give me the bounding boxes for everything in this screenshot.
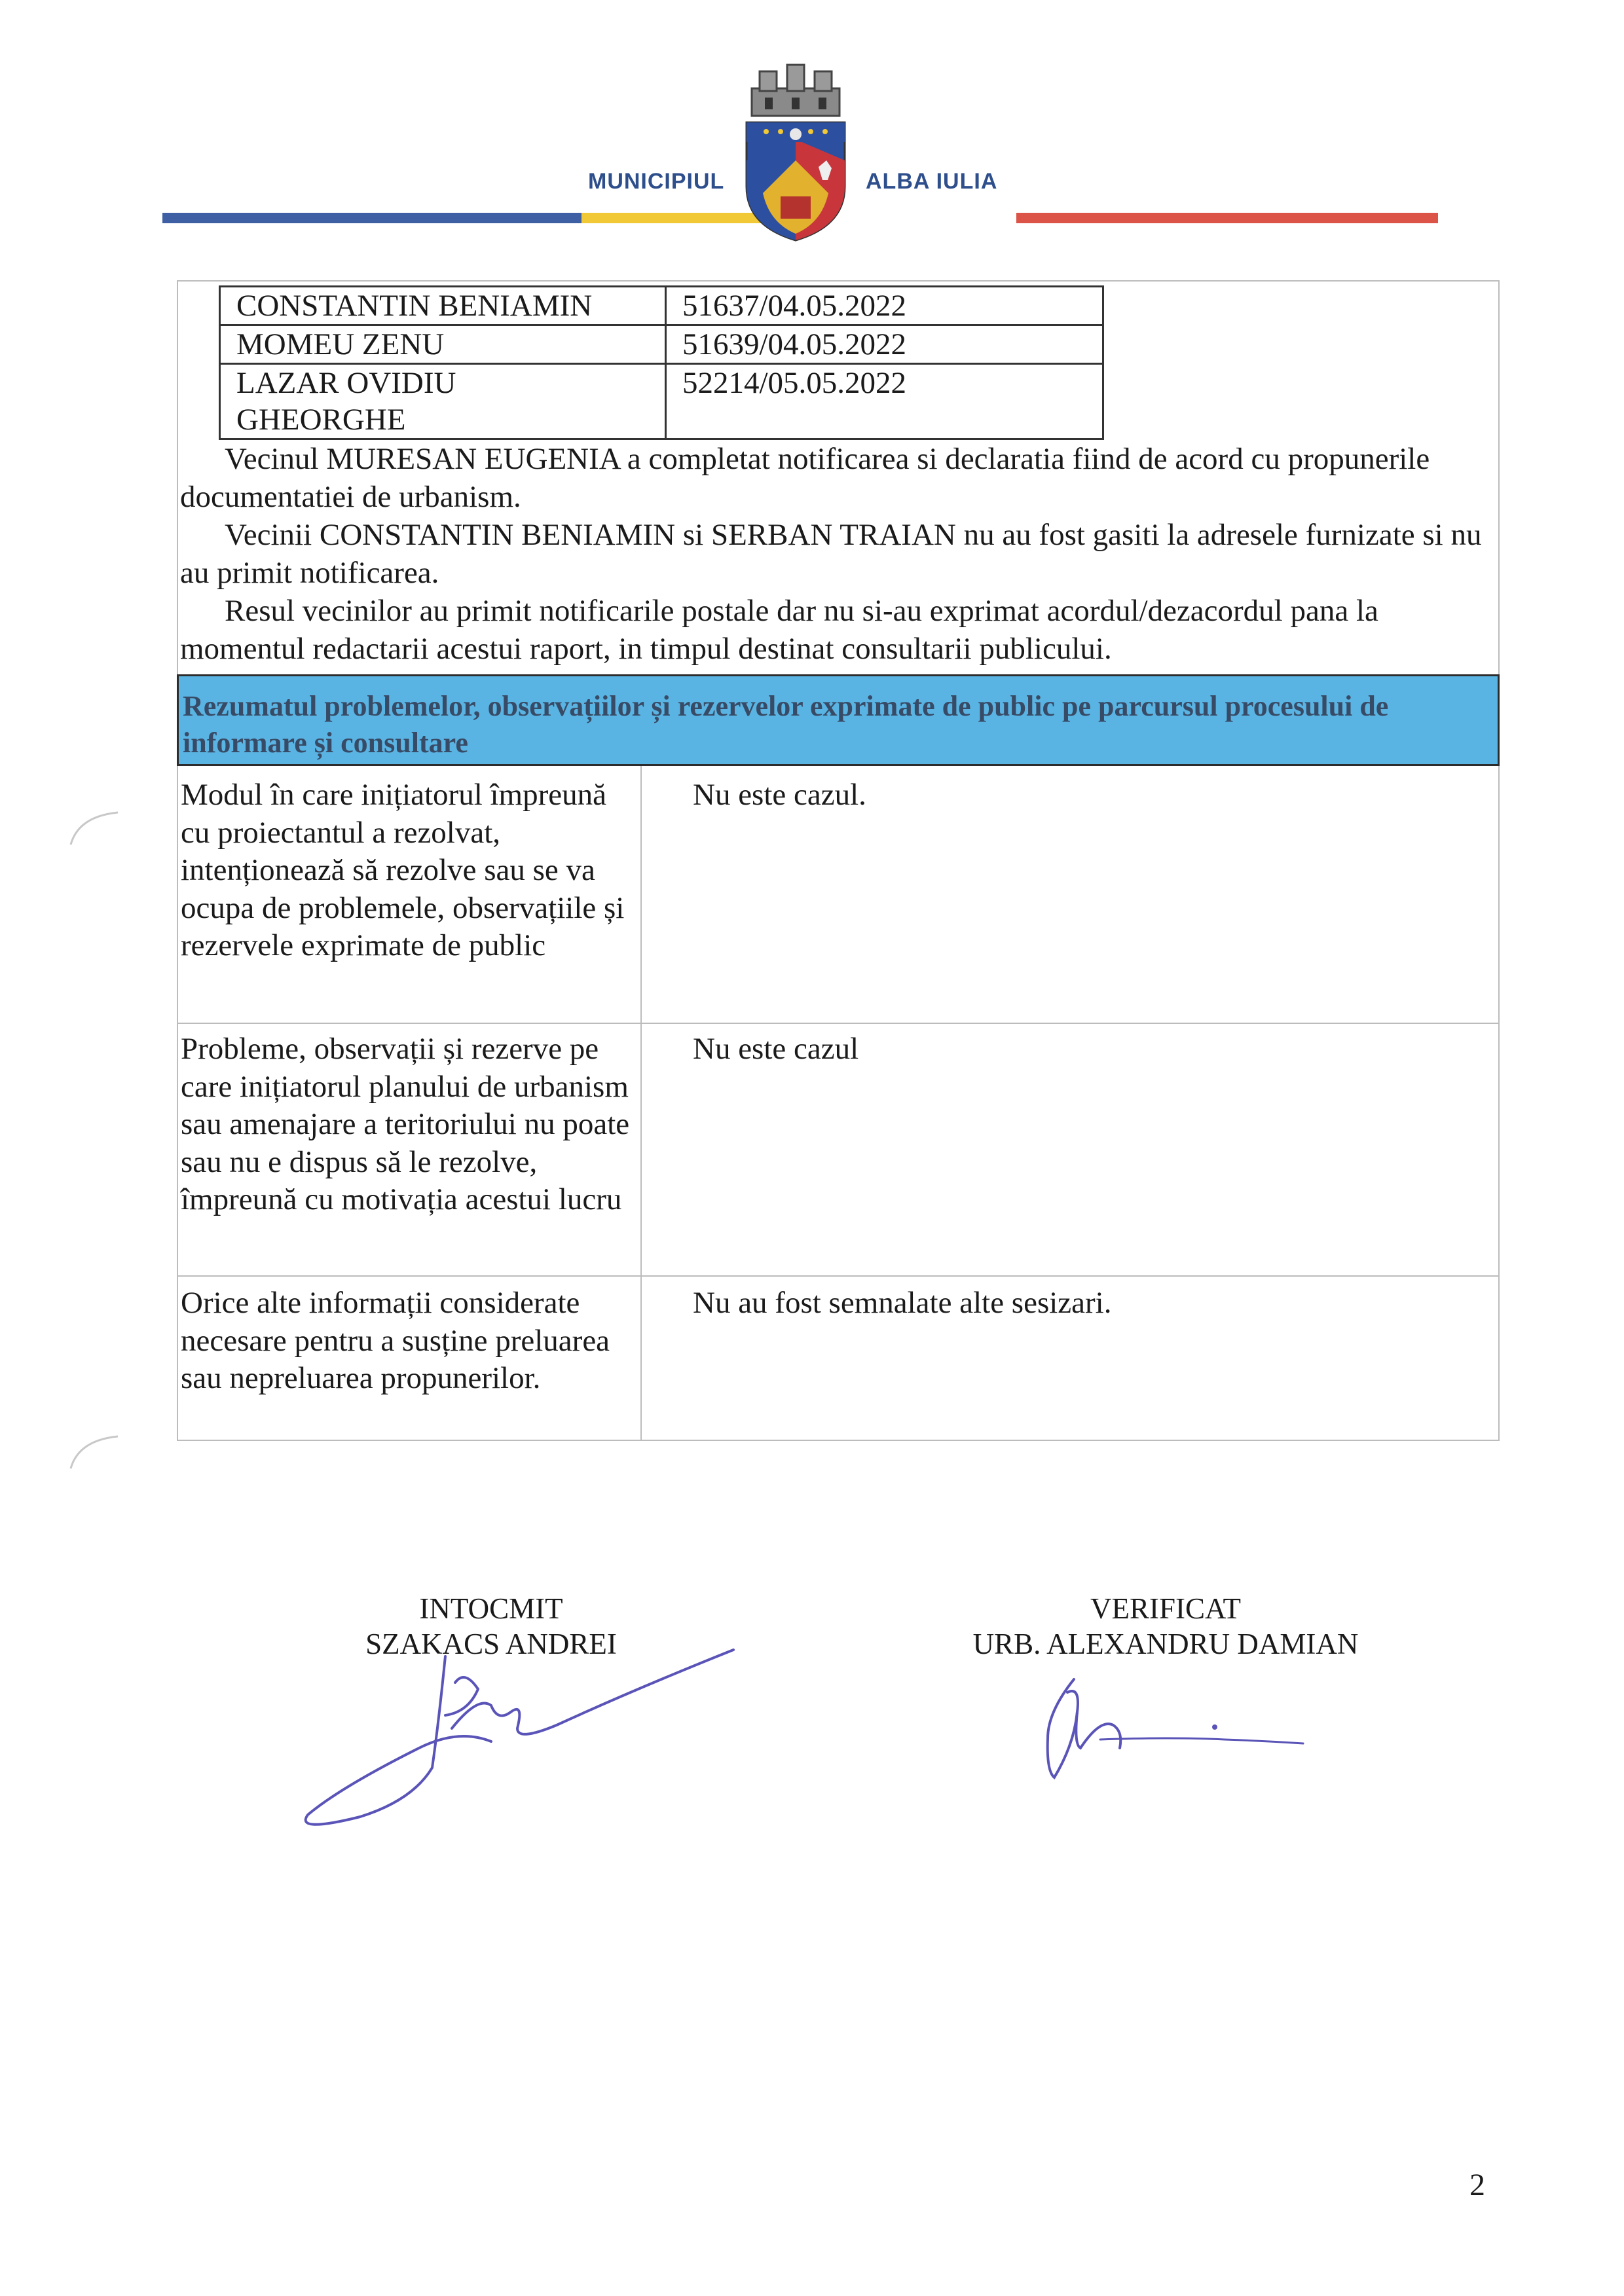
header-bar-red bbox=[1016, 213, 1438, 223]
neighbours-table bbox=[219, 285, 1104, 440]
neighbour-name-line2: GHEORGHE bbox=[236, 403, 406, 437]
row-value: Nu este cazul. bbox=[693, 778, 866, 812]
header-bar-blue bbox=[162, 213, 581, 223]
header-bar-yellow bbox=[581, 213, 762, 223]
row-divider bbox=[177, 1275, 1500, 1277]
neighbour-registration: 52214/05.05.2022 bbox=[666, 364, 1103, 439]
page-number: 2 bbox=[1469, 2168, 1485, 2202]
row-label: Orice alte informații considerate necesare pentru a susține preluarea sau nepreluarea propunerilor. bbox=[181, 1286, 610, 1395]
paragraph: Resul vecinilor au primit notificarile postale dar nu si-au exprimat acordul/dezacordul pana la momentul redactarii acestui raport, in timpul destinat consultarii publicului. bbox=[180, 594, 1378, 666]
neighbour-registration: 51637/04.05.2022 bbox=[666, 287, 1103, 325]
notification-paragraphs bbox=[180, 440, 1493, 668]
signature-name: URB. ALEXANDRU DAMIAN bbox=[972, 1628, 1359, 1660]
handwritten-signature-left-icon bbox=[282, 1643, 740, 1833]
table-row bbox=[220, 325, 1103, 364]
row-divider bbox=[177, 1023, 1500, 1024]
row-value: Nu este cazul bbox=[693, 1032, 859, 1066]
table-row bbox=[220, 364, 1103, 439]
column-divider bbox=[640, 766, 642, 1441]
table-row bbox=[220, 287, 1103, 325]
summary-heading: Rezumatul problemelor, observațiilor și rezervelor exprimate de public pe parcursul procesului de informare și consultare bbox=[177, 674, 1500, 766]
scan-mark bbox=[65, 809, 124, 848]
row-label: Modul în care inițiatorul împreună cu proiectantul a rezolvat, intenționează să rezolve sau se va ocupa de problemele, observațiile și rezervele exprimate de public bbox=[181, 778, 625, 962]
row-value: Nu au fost semnalate alte sesizari. bbox=[693, 1286, 1112, 1320]
handwritten-signature-right-icon bbox=[1028, 1666, 1316, 1797]
alba-iulia-coat-of-arms-icon bbox=[740, 62, 851, 246]
signature-block-right bbox=[917, 1591, 1414, 1662]
signature-role: VERIFICAT bbox=[1090, 1592, 1241, 1625]
scan-mark bbox=[65, 1432, 124, 1472]
row-label: Probleme, observații și rezerve pe care inițiatorul planului de urbanism sau amenajare a teritoriului nu poate sau nu e dispus să le rezolve, împreună cu motivația acestui lucru bbox=[181, 1032, 630, 1216]
header-left-word: MUNICIPIUL bbox=[588, 169, 725, 194]
neighbour-name: MOMEU ZENU bbox=[220, 325, 666, 364]
paragraph: Vecinul MURESAN EUGENIA a completat notificarea si declaratia fiind de acord cu propunerile documentatiei de urbanism. bbox=[180, 442, 1430, 514]
signature-role: INTOCMIT bbox=[419, 1592, 563, 1625]
neighbour-name: CONSTANTIN BENIAMIN bbox=[220, 287, 666, 325]
header-right-word: ALBA IULIA bbox=[866, 169, 998, 194]
signature-name: SZAKACS ANDREI bbox=[365, 1628, 617, 1660]
neighbour-name-line1: LAZAR OVIDIU bbox=[236, 366, 456, 400]
neighbour-name bbox=[220, 364, 666, 439]
paragraph: Vecinii CONSTANTIN BENIAMIN si SERBAN TRAIAN nu au fost gasiti la adresele furnizate si nu au primit notificarea. bbox=[180, 518, 1482, 590]
neighbour-registration: 51639/04.05.2022 bbox=[666, 325, 1103, 364]
